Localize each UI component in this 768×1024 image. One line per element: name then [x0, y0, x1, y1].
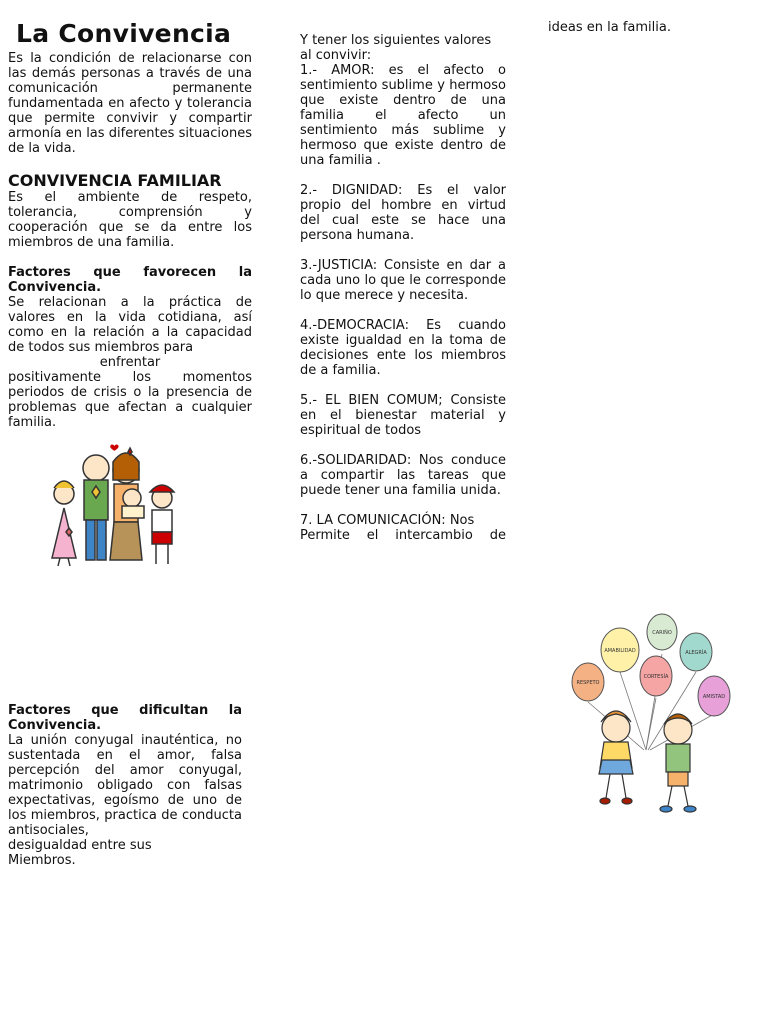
balloon-label: RESPETO [576, 680, 600, 686]
balloons-illustration [570, 610, 738, 816]
favorecen-heading: Factores que favorecen la Convivencia. [8, 265, 252, 295]
familiar-heading: CONVIVENCIA FAMILIAR [8, 171, 222, 190]
balloon-label: AMISTAD [702, 694, 726, 700]
valor-item-7-continued [548, 20, 748, 35]
dificultan-paragraph-a: La unión conyugal inauténtica, no sustentada en el amor, falsa percepción del amor conyugal, matrimonio obligado con falsas expectativas, egoísmo de uno de los miembros, practica de conducta antisociales, [8, 733, 242, 838]
favorecen-paragraph-c: positivamente los momentos periodos de crisis o la presencia de problemas que afectan a cualquier familia. [8, 370, 252, 430]
balloon-label: CARIÑO [652, 630, 672, 636]
valor-item: 6.-SOLIDARIDAD: Nos conduce a compartir las tareas que puede tener una familia unida. [300, 453, 506, 498]
valor-item-7-line-2: Permite el intercambio de [300, 528, 506, 543]
valores-section [300, 33, 506, 543]
valores-intro: Y tener los siguientes valores al convivir: [300, 33, 492, 63]
valor-item: 5.- EL BIEN COMUM; Consiste en el bienestar material y espiritual de todos [300, 393, 506, 438]
intro-section [8, 51, 252, 156]
family-illustration [38, 440, 192, 572]
favorecen-paragraph-b: enfrentar [99, 355, 161, 370]
dificultan-section [8, 703, 242, 868]
page-title: La Convivencia [16, 19, 232, 48]
favorecen-section [8, 265, 252, 430]
balloon-label: ALEGRÍA [685, 650, 707, 656]
intro-paragraph: Es la condición de relacionarse con las demás personas a través de una comunicación permanente fundamentada en afecto y tolerancia que permite convivir y compartir armonía en las diferentes situaciones de la vida. [8, 51, 252, 156]
valor-item: 1.- AMOR: es el afecto o sentimiento sublime y hermoso que existe dentro de una familia el afecto un sentimiento más sublime y hermoso que existe dentro de una familia . [300, 63, 506, 168]
valor-item: 2.- DIGNIDAD: Es el valor propio del hombre en virtud del cual este se hace una persona humana. [300, 183, 506, 243]
valor-item-7-line-1: 7. LA COMUNICACIÓN: Nos [300, 513, 475, 528]
balloon-label: CORTESÍA [643, 674, 669, 680]
valor-item: 3.-JUSTICIA: Consiste en dar a cada uno lo que le corresponde lo que merece y necesita. [300, 258, 506, 303]
dificultan-heading: Factores que dificultan la Convivencia. [8, 703, 242, 733]
familiar-section [8, 171, 252, 250]
familiar-paragraph: Es el ambiente de respeto, tolerancia, comprensión y cooperación que se da entre los miembros de una familia. [8, 190, 252, 250]
dificultan-paragraph-b: desigualdad entre sus [8, 838, 152, 853]
dificultan-paragraph-c: Miembros. [8, 853, 76, 868]
valor-item: 4.-DEMOCRACIA: Es cuando existe igualdad en la toma de decisiones ente los miembros de a familia. [300, 318, 506, 378]
balloon-label: AMABILIDAD [604, 648, 636, 654]
favorecen-paragraph-a: Se relacionan a la práctica de valores en la vida cotidiana, así como en la relación a la capacidad de todos sus miembros para [8, 295, 252, 355]
valor-item-7-line-3: ideas en la familia. [548, 20, 671, 35]
